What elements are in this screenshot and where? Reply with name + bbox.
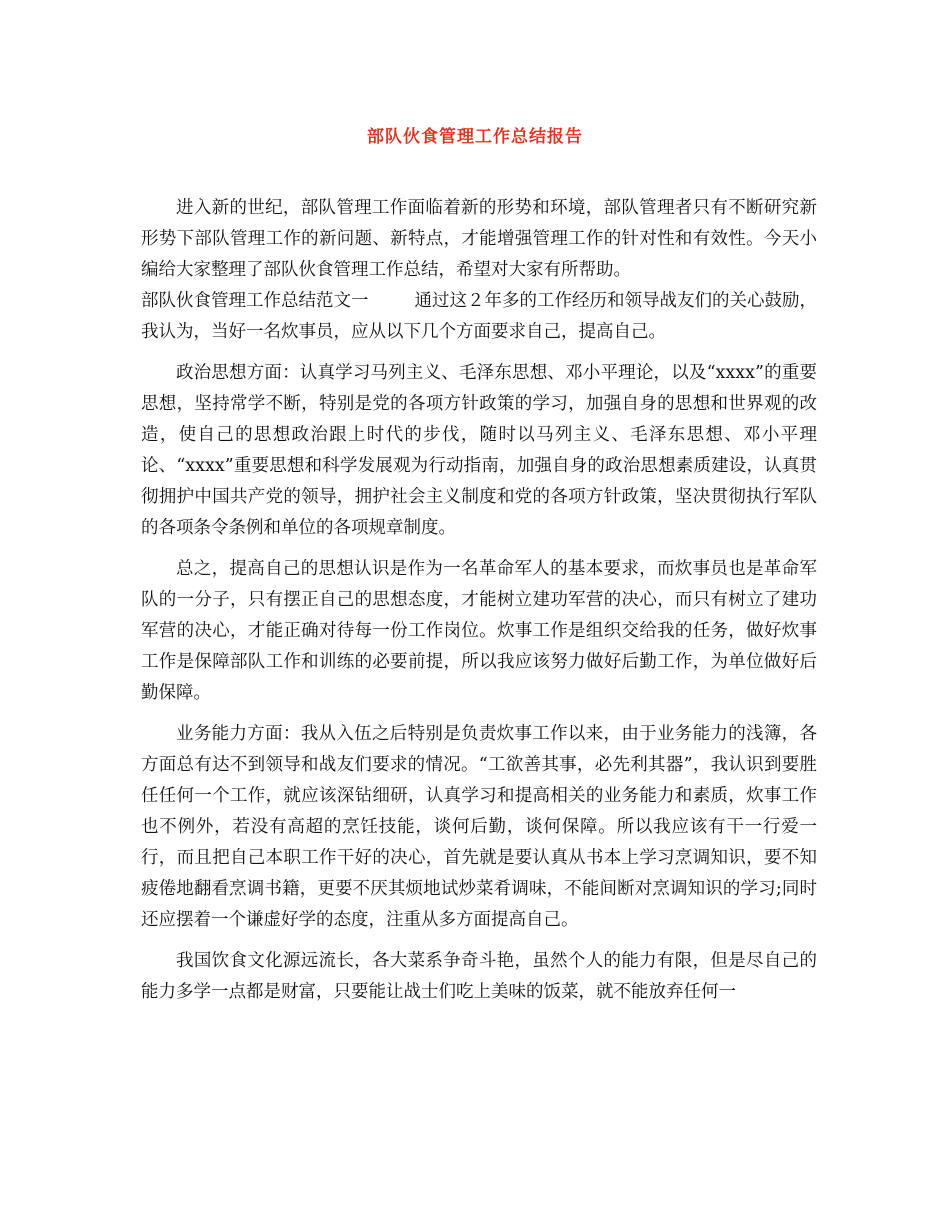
intro-paragraph: 进入新的世纪，部队管理工作面临着新的形势和环境，部队管理者只有不断研究新形势下部队管理工作的新问题、新特点，才能增强管理工作的针对性和有效性。今天小编给大家整理了部队伙食管理工作总结，希望对大家有所帮助。: [141, 198, 817, 280]
political-paragraph: 政治思想方面：认真学习马列主义、毛泽东思想、邓小平理论，以及“xxxx”的重要思想，坚持常学不断，特别是党的各项方针政策的学习，加强自身的思想和世界观的改造，使自己的思想政治跟上时代的步伐，随时以马列主义、毛泽东思想、邓小平理论、“xxxx”重要思想和科学发展观为行动指南，加强自身的政治思想素质建设，认真贯彻拥护中国共产党的领导，拥护社会主义制度和党的各项方针政策，坚决贯彻执行军队的各项条令条例和单位的各项规章制度。: [141, 363, 817, 538]
sample-heading-paragraph: [141, 286, 817, 348]
culture-paragraph: 我国饮食文化源远流长，各大菜系争奇斗艳，虽然个人的能力有限，但是尽自己的能力多学一点都是财富，只要能让战士们吃上美味的饭菜，就不能放弃任何一: [141, 951, 817, 1002]
sample-heading-text: 通过这２年多的工作经历和领导战友们的关心鼓励，我认为，当好一名炊事员，应从以下几个方面要求自己，提高自己。: [141, 291, 817, 342]
sample-heading-label: 部队伙食管理工作总结范文一: [141, 291, 369, 311]
business-paragraph: 业务能力方面：我从入伍之后特别是负责炊事工作以来，由于业务能力的浅簿，各方面总有达不到领导和战友们要求的情况。“工欲善其事，必先利其器”，我认识到要胜任任何一个工作，就应该深钻细研，认真学习和提高相关的业务能力和素质，炊事工作也不例外，若没有高超的烹饪技能，谈何后勤，谈何保障。所以我应该有干一行爱一行，而且把自己本职工作干好的决心，首先就是要认真从书本上学习烹调知识，要不知疲倦地翻看烹调书籍，更要不厌其烦地试炒菜肴调味，不能间断对烹调知识的学习;同时还应摆着一个谦虚好学的态度，注重从多方面提高自己。: [141, 724, 817, 930]
document-body: [141, 193, 817, 1008]
summary-paragraph: 总之，提高自己的思想认识是作为一名革命军人的基本要求，而炊事员也是革命军队的一分子，只有摆正自己的思想态度，才能树立建功军营的决心，而只有树立了建功军营的决心，才能正确对待每一份工作岗位。炊事工作是组织交给我的任务，做好炊事工作是保障部队工作和训练的必要前提，所以我应该努力做好后勤工作，为单位做好后勤保障。: [141, 559, 817, 703]
document-title: 部队伙食管理工作总结报告: [367, 127, 583, 147]
